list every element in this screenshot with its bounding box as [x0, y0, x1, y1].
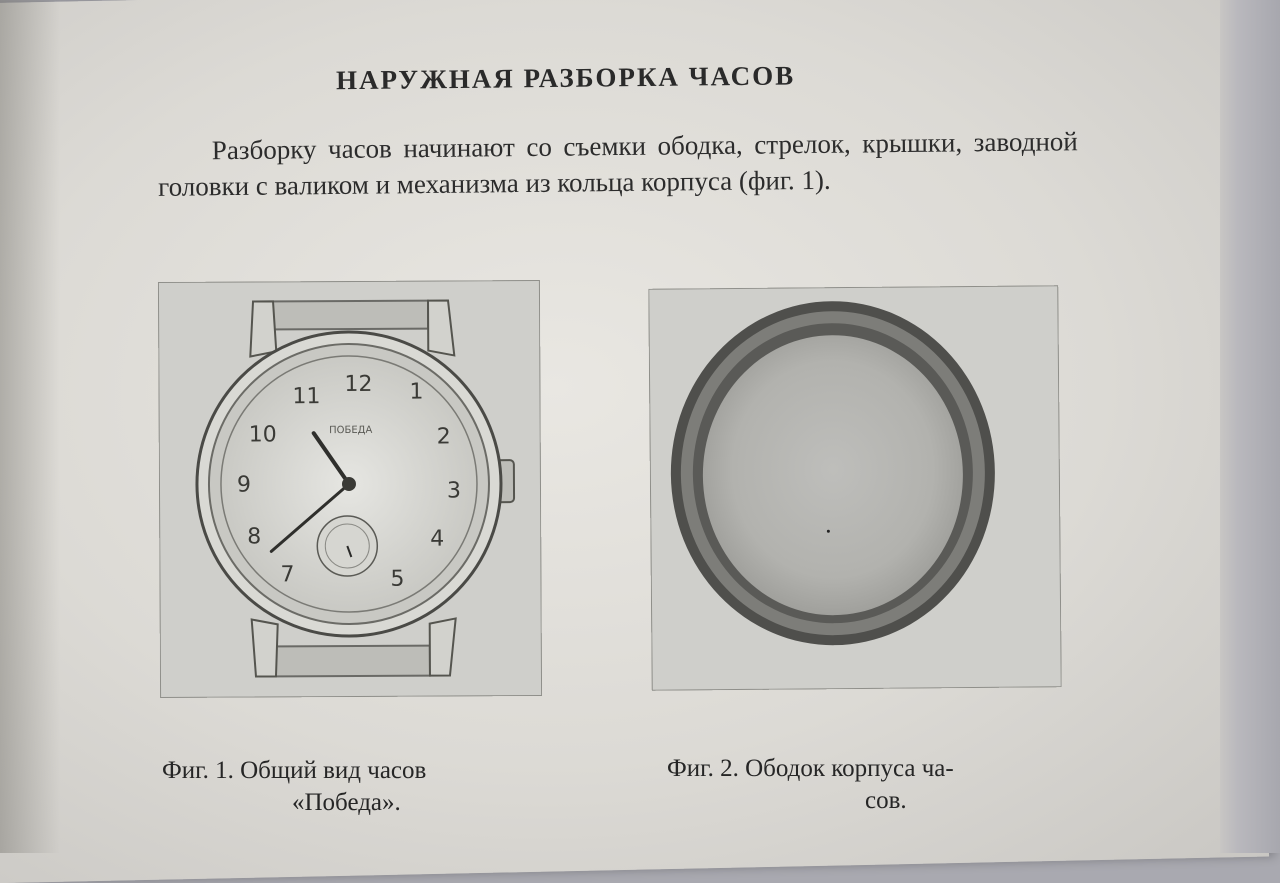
- page-edge: [1220, 0, 1280, 853]
- numeral-3: 3: [446, 478, 462, 504]
- numeral-2: 2: [436, 424, 451, 450]
- bottom-strap: [260, 646, 430, 677]
- numeral-8: 8: [247, 524, 262, 550]
- watch-drawing: [158, 280, 542, 698]
- page-gutter-shadow: [0, 0, 60, 853]
- body-paragraph: Разборку часов начинают со съемки ободка, стрелок, крышки, заводной головки с валиком и механизма из кольца корпуса (фиг. 1).: [158, 126, 1078, 202]
- figure-2-caption-line2: сов.: [865, 787, 907, 814]
- figure-1-watch-illustration: [158, 280, 542, 698]
- numeral-10: 10: [248, 422, 277, 448]
- figure-1-caption-line1: Фиг. 1. Общий вид часов: [162, 757, 427, 784]
- bezel-glass: [702, 334, 964, 616]
- numeral-7: 7: [280, 562, 295, 588]
- figure-1-caption-line2: «Победа».: [292, 789, 401, 816]
- numeral-12: 12: [344, 371, 373, 398]
- numeral-1: 1: [409, 379, 424, 405]
- figure-2-bezel-illustration: [648, 285, 1061, 691]
- numeral-9: 9: [236, 472, 252, 498]
- seconds-subdial: [317, 516, 377, 576]
- numeral-5: 5: [390, 566, 405, 592]
- bezel-drawing: [648, 285, 1061, 691]
- top-strap: [258, 301, 428, 330]
- hands-pivot: [342, 477, 356, 491]
- figure-2-caption: [667, 753, 1087, 817]
- numeral-4: 4: [430, 526, 445, 552]
- numeral-11: 11: [292, 384, 321, 410]
- section-heading: НАРУЖНАЯ РАЗБОРКА ЧАСОВ: [335, 60, 796, 96]
- figure-1-caption: [162, 755, 582, 819]
- dial-brand-text: ПОБЕДА: [329, 424, 373, 437]
- figure-2-caption-line1: Фиг. 2. Ободок корпуса ча-: [667, 755, 954, 782]
